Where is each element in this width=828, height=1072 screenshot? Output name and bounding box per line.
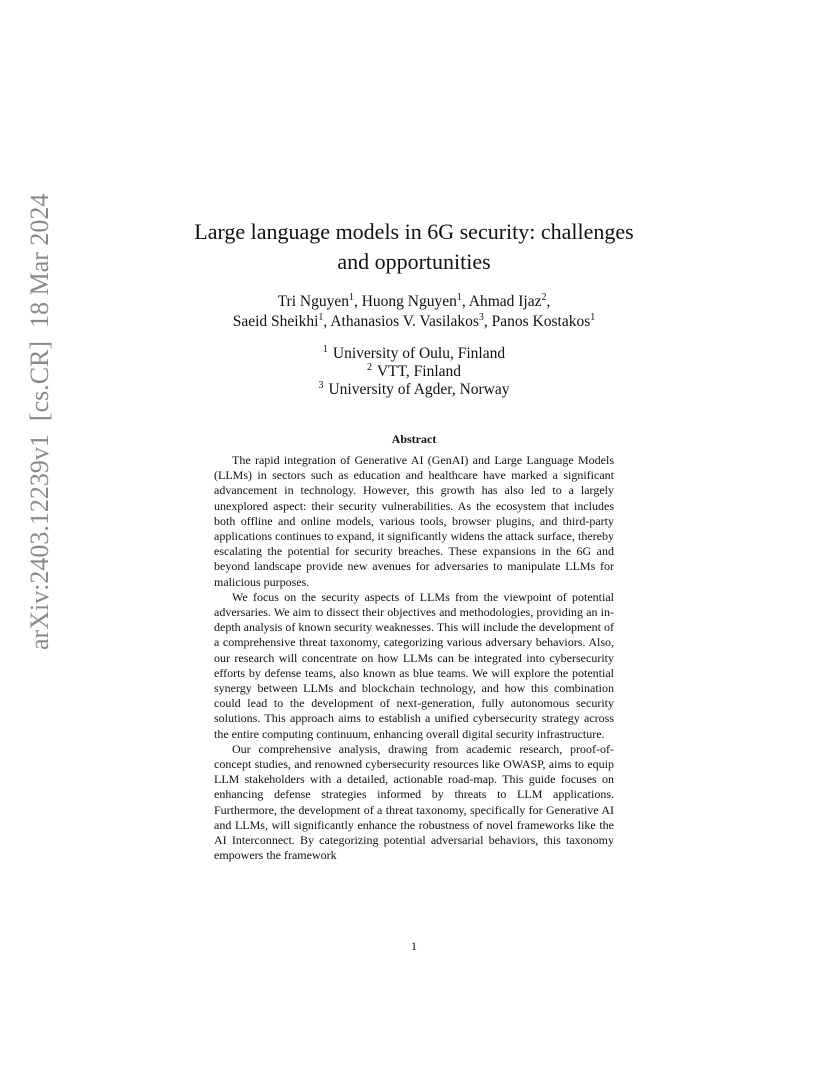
abstract-paragraph: Our comprehensive analysis, drawing from academic research, proof-of-concept studies, and renowned cybersecurity resources like OWASP, aims to equip LLM stakeholders with a detailed, actionable road-map. This guide focuses on enhancing defense strategies informed by threats to LLM applications. Furthermore, the development of a threat taxonomy, specifically for Generative AI and LLMs, will significantly enhance the robustness of novel frameworks like the AI Interconnect. By categorizing potential adversarial behaviors, this taxonomy empowers the framework [214, 741, 614, 863]
paper-title [140, 217, 688, 277]
abstract-paragraph: We focus on the security aspects of LLMs from the viewpoint of potential adversaries. We aim to dissect their objectives and methodologies, providing an in-depth analysis of known security weaknesses. This will include the development of a comprehensive threat taxonomy, categorizing various adversary behaviors. Also, our research will concentrate on how LLMs can be integrated into cybersecurity efforts by defense teams, also known as blue teams. We will explore the potential synergy between LLMs and blockchain technology, and how this combination could lead to the development of next-generation, fully autonomous security solutions. This approach aims to establish a unified cybersecurity strategy across the entire computing continuum, enhancing overall digital security infrastructure. [214, 589, 614, 741]
author-separator: , [483, 313, 492, 330]
author-separator: , [461, 293, 469, 310]
affiliation-text: University of Agder, Norway [328, 381, 510, 398]
affiliation-text: University of Oulu, Finland [332, 345, 506, 362]
affiliation-list [200, 345, 628, 399]
arxiv-identifier: arXiv:2403.12239v1 [cs.CR] 18 Mar 2024 [25, 193, 54, 650]
affiliation-mark: 2 [366, 362, 372, 373]
affiliation-mark: 3 [318, 380, 324, 391]
author-name: Saeid Sheikhi [232, 313, 319, 330]
affiliation-item [200, 381, 628, 399]
author-name: Ahmad Ijaz [468, 293, 542, 310]
affiliation-item [200, 363, 628, 381]
author-name: Huong Nguyen [361, 293, 457, 310]
author-separator: , [353, 293, 362, 310]
author-affiliation-mark: 1 [318, 312, 324, 323]
author-list [150, 292, 678, 332]
affiliation-item [200, 345, 628, 363]
author-affiliation-mark: 1 [348, 292, 354, 303]
abstract-body [214, 453, 614, 863]
author-line-1 [150, 292, 678, 312]
author-separator: , [323, 313, 331, 330]
author-name: Athanasios V. Vasilakos [330, 313, 479, 330]
author-separator: , [546, 293, 551, 310]
abstract-paragraph: The rapid integration of Generative AI (GenAI) and Large Language Models (LLMs) in sectors such as education and healthcare have marked a significant advancement in technology. However, this growth has also led to a largely unexplored aspect: their security vulnerabilities. As the ecosystem that includes both offline and online models, various tools, browser plugins, and third-party applications continues to expand, it significantly widens the attack surface, thereby escalating the potential for security breaches. These expansions in the 6G and beyond landscape provide new avenues for adversaries to manipulate LLMs for malicious purposes. [214, 453, 614, 589]
abstract-heading: Abstract [391, 432, 437, 446]
paper-title-line-1: Large language models in 6G security: challenges [194, 219, 634, 244]
author-name: Panos Kostakos [491, 313, 591, 330]
author-affiliation-mark: 1 [590, 312, 596, 323]
author-name: Tri Nguyen [277, 293, 349, 310]
author-affiliation-mark: 1 [456, 292, 462, 303]
page-number: 1 [411, 939, 417, 953]
author-affiliation-mark: 2 [541, 292, 547, 303]
author-affiliation-mark: 3 [478, 312, 484, 323]
affiliation-text: VTT, Finland [376, 363, 462, 380]
paper-title-line-2: and opportunities [337, 249, 491, 274]
affiliation-mark: 1 [322, 344, 328, 355]
author-line-2 [150, 312, 678, 332]
